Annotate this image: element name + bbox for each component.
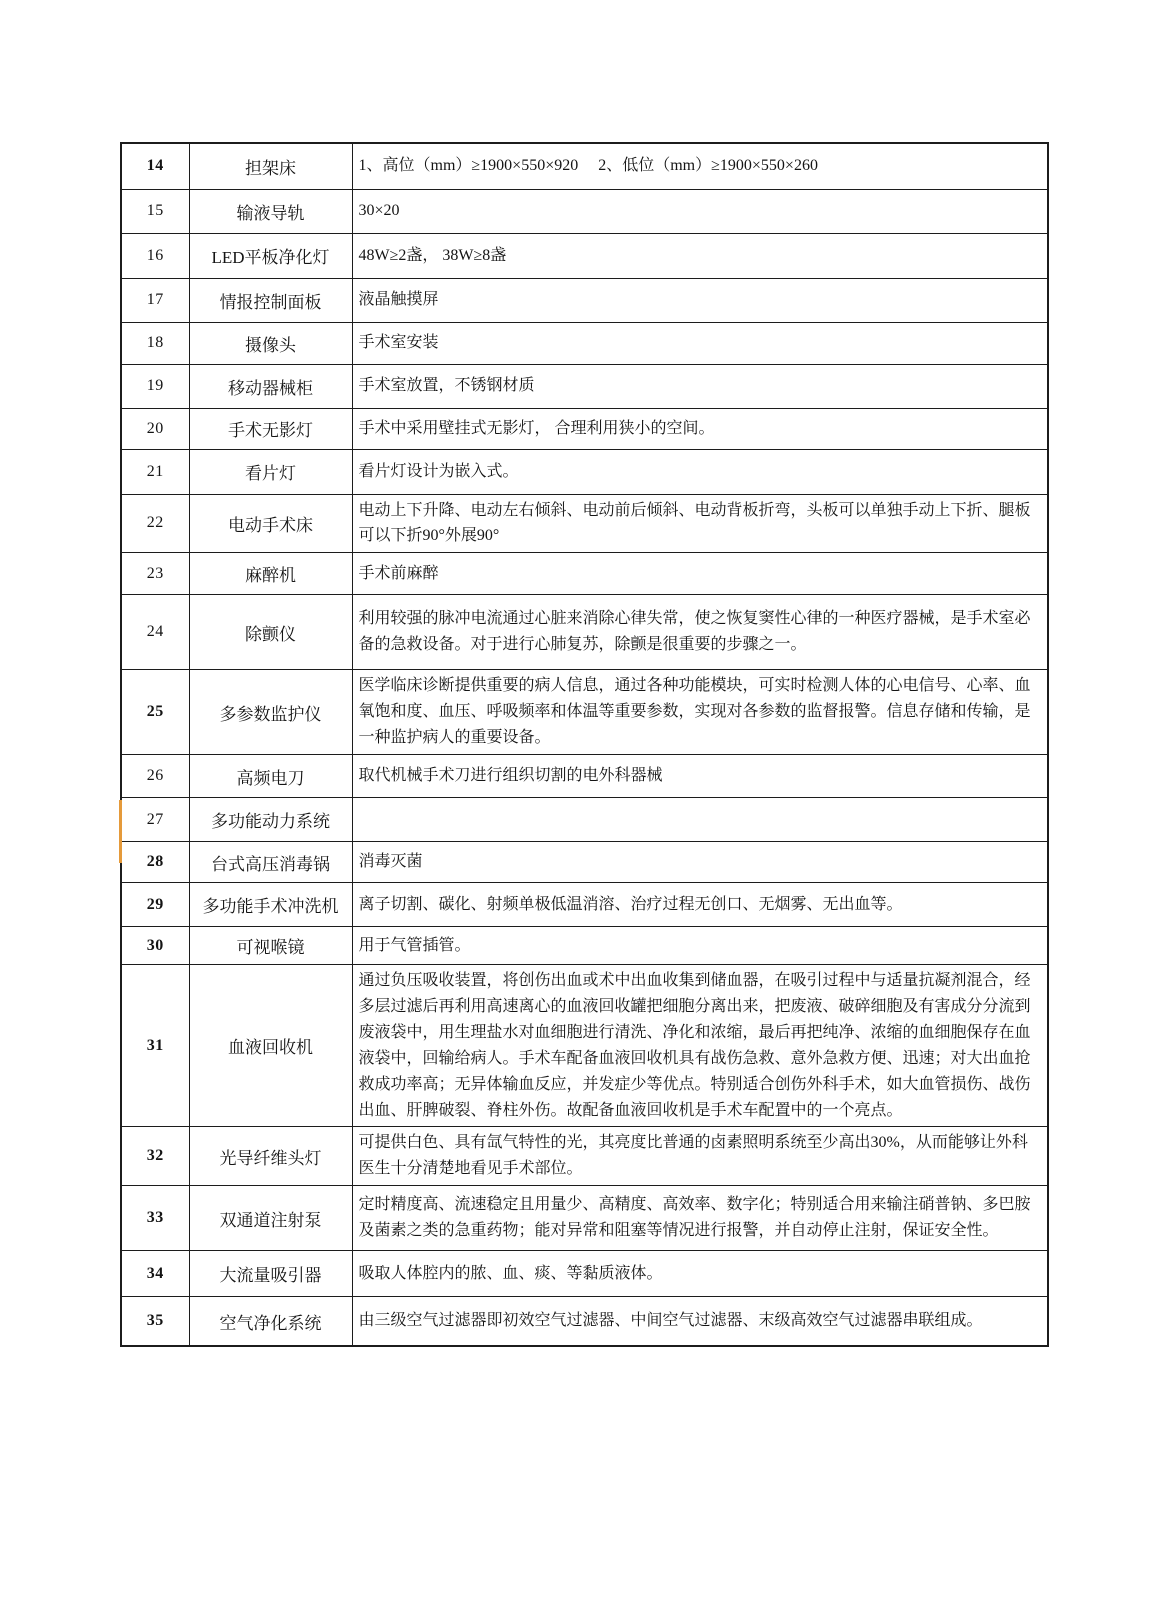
row-number-cell: 14	[121, 143, 189, 189]
row-number-cell: 18	[121, 322, 189, 364]
row-number-cell: 20	[121, 408, 189, 449]
row-number-cell: 32	[121, 1127, 189, 1186]
row-number-cell: 34	[121, 1251, 189, 1297]
row-number-cell: 17	[121, 278, 189, 322]
equipment-name-cell: 移动器械柜	[189, 364, 352, 408]
table-row	[121, 143, 1048, 189]
spec-description-cell: 30×20	[352, 189, 1048, 233]
equipment-name-cell: 看片灯	[189, 449, 352, 494]
row-number-cell: 23	[121, 553, 189, 595]
equipment-name-cell: 空气净化系统	[189, 1297, 352, 1346]
table-row	[121, 927, 1048, 965]
table-row	[121, 278, 1048, 322]
table-row	[121, 670, 1048, 755]
row-number-cell: 21	[121, 449, 189, 494]
equipment-table-body	[121, 143, 1048, 1346]
spec-description-cell: 取代机械手术刀进行组织切割的电外科器械	[352, 755, 1048, 798]
equipment-name-cell: 血液回收机	[189, 965, 352, 1127]
equipment-name-cell: 多参数监护仪	[189, 670, 352, 755]
spec-description-cell: 可提供白色、具有氙气特性的光，其亮度比普通的卤素照明系统至少高出30%，从而能够让外科医生十分清楚地看见手术部位。	[352, 1127, 1048, 1186]
row-number-cell: 26	[121, 755, 189, 798]
row-number-cell: 15	[121, 189, 189, 233]
spec-description-cell: 由三级空气过滤器即初效空气过滤器、中间空气过滤器、末级高效空气过滤器串联组成。	[352, 1297, 1048, 1346]
equipment-name-cell: 双通道注射泵	[189, 1186, 352, 1251]
spec-description-cell: 电动上下升降、电动左右倾斜、电动前后倾斜、电动背板折弯，头板可以单独手动上下折、腿板可以下折90°外展90°	[352, 494, 1048, 553]
spec-description-cell: 手术前麻醉	[352, 553, 1048, 595]
table-row	[121, 1251, 1048, 1297]
equipment-name-cell: 大流量吸引器	[189, 1251, 352, 1297]
orange-highlight-mark	[119, 800, 122, 863]
spec-description-cell: 1、高位（mm）≥1900×550×920 2、低位（mm）≥1900×550×260	[352, 143, 1048, 189]
spec-description-cell: 液晶触摸屏	[352, 278, 1048, 322]
equipment-name-cell: 高频电刀	[189, 755, 352, 798]
spec-description-cell: 手术室放置，不锈钢材质	[352, 364, 1048, 408]
row-number-cell: 16	[121, 233, 189, 278]
equipment-name-cell: 情报控制面板	[189, 278, 352, 322]
spec-description-cell: 吸取人体腔内的脓、血、痰、等黏质液体。	[352, 1251, 1048, 1297]
table-row	[121, 408, 1048, 449]
spec-description-cell: 利用较强的脉冲电流通过心脏来消除心律失常，使之恢复窦性心律的一种医疗器械，是手术室必备的急救设备。对于进行心肺复苏，除颤是很重要的步骤之一。	[352, 595, 1048, 670]
table-row	[121, 798, 1048, 842]
table-row	[121, 494, 1048, 553]
row-number-cell: 29	[121, 883, 189, 927]
equipment-name-cell: 除颤仪	[189, 595, 352, 670]
table-row	[121, 842, 1048, 883]
spec-description-cell: 手术室安装	[352, 322, 1048, 364]
equipment-name-cell: 麻醉机	[189, 553, 352, 595]
table-row	[121, 1186, 1048, 1251]
spec-description-cell: 看片灯设计为嵌入式。	[352, 449, 1048, 494]
row-number-cell: 25	[121, 670, 189, 755]
spec-description-cell: 离子切割、碳化、射频单极低温消溶、治疗过程无创口、无烟雾、无出血等。	[352, 883, 1048, 927]
row-number-cell: 31	[121, 965, 189, 1127]
equipment-name-cell: 光导纤维头灯	[189, 1127, 352, 1186]
spec-description-cell: 48W≥2盏， 38W≥8盏	[352, 233, 1048, 278]
row-number-cell: 27	[121, 798, 189, 842]
table-row	[121, 1297, 1048, 1346]
spec-description-cell: 用于气管插管。	[352, 927, 1048, 965]
equipment-name-cell: 输液导轨	[189, 189, 352, 233]
table-row	[121, 553, 1048, 595]
equipment-name-cell: 可视喉镜	[189, 927, 352, 965]
table-row	[121, 233, 1048, 278]
equipment-name-cell: 手术无影灯	[189, 408, 352, 449]
spec-description-cell: 定时精度高、流速稳定且用量少、高精度、高效率、数字化；特别适合用来输注硝普钠、多巴胺及菌素之类的急重药物；能对异常和阻塞等情况进行报警，并自动停止注射，保证安全性。	[352, 1186, 1048, 1251]
row-number-cell: 24	[121, 595, 189, 670]
row-number-cell: 22	[121, 494, 189, 553]
equipment-name-cell: 多功能动力系统	[189, 798, 352, 842]
equipment-spec-table	[120, 142, 1049, 1347]
spec-description-cell: 消毒灭菌	[352, 842, 1048, 883]
spec-description-cell: 手术中采用壁挂式无影灯， 合理利用狭小的空间。	[352, 408, 1048, 449]
table-row	[121, 755, 1048, 798]
row-number-cell: 35	[121, 1297, 189, 1346]
row-number-cell: 19	[121, 364, 189, 408]
equipment-name-cell: 担架床	[189, 143, 352, 189]
row-number-cell: 33	[121, 1186, 189, 1251]
table-row	[121, 322, 1048, 364]
equipment-name-cell: 多功能手术冲洗机	[189, 883, 352, 927]
equipment-name-cell: 摄像头	[189, 322, 352, 364]
equipment-name-cell: 台式高压消毒锅	[189, 842, 352, 883]
equipment-name-cell: LED平板净化灯	[189, 233, 352, 278]
spec-description-cell	[352, 798, 1048, 842]
row-number-cell: 28	[121, 842, 189, 883]
spec-description-cell: 医学临床诊断提供重要的病人信息，通过各种功能模块，可实时检测人体的心电信号、心率、血氧饱和度、血压、呼吸频率和体温等重要参数，实现对各参数的监督报警。信息存储和传输，是一种监护病人的重要设备。	[352, 670, 1048, 755]
table-row	[121, 883, 1048, 927]
table-row	[121, 364, 1048, 408]
spec-description-cell: 通过负压吸收装置，将创伤出血或术中出血收集到储血器，在吸引过程中与适量抗凝剂混合，经多层过滤后再利用高速离心的血液回收罐把细胞分离出来，把废液、破碎细胞及有害成分分流到废液袋中，用生理盐水对血细胞进行清洗、净化和浓缩，最后再把纯净、浓缩的血细胞保存在血液袋中，回输给病人。手术车配备血液回收机具有战伤急救、意外急救方便、迅速；对大出血抢救成功率高；无异体输血反应，并发症少等优点。特别适合创伤外科手术，如大血管损伤、战伤出血、肝脾破裂、脊柱外伤。故配备血液回收机是手术车配置中的一个亮点。	[352, 965, 1048, 1127]
table-row	[121, 965, 1048, 1127]
table-row	[121, 595, 1048, 670]
table-row	[121, 1127, 1048, 1186]
row-number-cell: 30	[121, 927, 189, 965]
table-row	[121, 449, 1048, 494]
equipment-name-cell: 电动手术床	[189, 494, 352, 553]
table-row	[121, 189, 1048, 233]
